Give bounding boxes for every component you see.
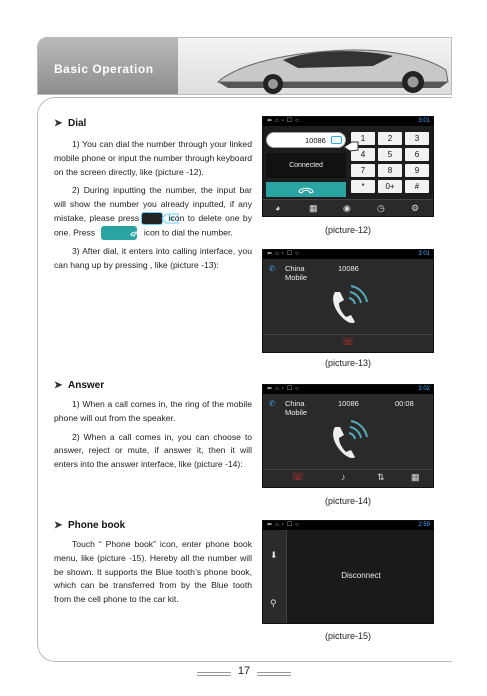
incall-handset-icon (325, 419, 369, 463)
keypad-key[interactable]: * (351, 180, 375, 193)
status-time: 3:01 (418, 251, 430, 257)
dial-key-icon (101, 226, 137, 240)
section-heading-phonebook: ➤ Phone book (54, 520, 126, 531)
status-bar: ⬅⌂▫☐○ 3:01 (263, 250, 433, 259)
dial-paragraph-1: 1) You can dial the number through your linked mobile phone or input the number through keyboard on the screen directly, like (picture -12). (54, 139, 252, 177)
hangup-button-icon[interactable]: ☏ (291, 471, 305, 483)
call-controls (263, 334, 433, 352)
transfer-button-icon[interactable]: ⇅ (377, 472, 385, 482)
caller-number: 10086 (338, 399, 359, 408)
dialed-number: 10086 (305, 136, 326, 145)
phone-icon (266, 182, 346, 197)
disconnect-button[interactable]: Disconnect (341, 571, 381, 580)
keypad-key[interactable]: # (405, 180, 429, 193)
contacts-icon[interactable]: ◉ (343, 203, 351, 213)
answer-text (54, 398, 252, 477)
caller-carrier-line1: China (285, 399, 305, 408)
page-header (37, 37, 452, 95)
page-number: 17 (237, 665, 251, 677)
section-heading-dial: ➤ Dial (54, 118, 87, 129)
keypad-key[interactable]: 1 (351, 132, 375, 145)
header-title: Basic Operation (54, 62, 154, 76)
keypad-key[interactable]: 3 (405, 132, 429, 145)
keypad-key[interactable]: 9 (405, 164, 429, 177)
keypad-key[interactable]: 2 (378, 132, 402, 145)
screen-picture-13 (262, 249, 434, 353)
header-title-panel (38, 38, 178, 95)
pointer-hand-icon (342, 139, 360, 153)
arrow-icon: ➤ (54, 118, 63, 129)
history-icon[interactable]: ◷ (377, 203, 385, 213)
status-time: 2:59 (418, 522, 430, 528)
bluetooth-call-icon: ✆ (269, 264, 276, 273)
mute-button-icon[interactable]: ♪ (341, 472, 346, 482)
arrow-icon: ➤ (54, 380, 63, 391)
status-bar: ⬅⌂▫☐○ 3:01 (263, 117, 433, 126)
hangup-button-icon[interactable]: ☏ (341, 336, 355, 348)
car-illustration-icon (178, 38, 452, 95)
call-controls (263, 469, 433, 487)
screen-picture-14 (262, 384, 434, 488)
caption-picture-14: (picture-14) (324, 496, 371, 506)
keypad-key[interactable]: 4 (351, 148, 375, 161)
status-time: 3:02 (418, 386, 430, 392)
caption-picture-12: (picture-12) (324, 225, 371, 235)
status-time: 3:01 (418, 118, 430, 124)
dial-paragraph-2: 2) During inputting the number, the input bar will show the number you already inputted, if any mistake, please press icon to delete one by one. Press icon to dial the number. (54, 184, 252, 239)
search-icon[interactable]: ⚲ (270, 598, 277, 608)
caption-picture-15: (picture-15) (324, 631, 371, 641)
keypad-icon[interactable]: ▦ (309, 203, 318, 213)
phonebook-paragraph-1: Touch “ Phone book” icon, enter phone book menu, like (picture -15). Hereby all the number will be shown. It supports the Blue tooth’s phone book, which can be transferred from by the Blue tooth from the cell phone to the car kit. (54, 539, 252, 605)
bottom-nav (263, 199, 433, 216)
calllog-icon[interactable]: ◕ (275, 203, 281, 213)
call-duration: 00:08 (395, 399, 414, 408)
keypad-key[interactable]: 0+ (378, 180, 402, 193)
keypad-button-icon[interactable]: ▦ (411, 472, 420, 482)
dial-paragraph-3: 3) After dial, it enters into calling interface, you can hang up by pressing , like (picture -13): (54, 245, 252, 270)
caller-carrier-line2: Mobile (285, 273, 308, 282)
connection-status: Connected (266, 153, 346, 178)
call-button[interactable] (266, 182, 346, 197)
status-bar: ⬅⌂▫☐○ 2:59 (263, 521, 433, 530)
download-icon[interactable]: ⬇ (270, 550, 278, 560)
screen-picture-15 (262, 520, 434, 624)
caption-picture-13: (picture-13) (324, 358, 371, 368)
backspace-icon[interactable] (331, 136, 342, 144)
number-input-bar[interactable] (266, 132, 346, 148)
keypad-key[interactable]: 6 (405, 148, 429, 161)
delete-key-icon (141, 212, 163, 225)
answer-paragraph-2: 2) When a call comes in, you can choose to answer, reject or mute, if answer it, then it will enters into the answer interface, like (picture -14): (54, 431, 252, 470)
answer-paragraph-1: 1) When a call comes in, the ring of the mobile phone will out from the speaker. (54, 399, 252, 423)
keypad-key[interactable]: 5 (378, 148, 402, 161)
settings-icon[interactable]: ⚙ (411, 203, 420, 213)
caller-carrier-line1: China (285, 264, 305, 273)
side-toolbar (263, 530, 287, 624)
page-footer (0, 665, 487, 681)
dial-text (54, 138, 252, 277)
section-heading-answer: ➤ Answer (54, 380, 105, 391)
arrow-icon: ➤ (54, 520, 63, 531)
keypad-key[interactable]: 8 (378, 164, 402, 177)
car-image (178, 38, 452, 95)
status-bar: ⬅⌂▫☐○ 3:02 (263, 385, 433, 394)
phonebook-text (54, 538, 252, 612)
bluetooth-call-icon: ✆ (269, 399, 276, 408)
caller-number: 10086 (338, 264, 359, 273)
caller-carrier-line2: Mobile (285, 408, 308, 417)
calling-handset-icon (325, 284, 369, 328)
keypad-key[interactable]: 7 (351, 164, 375, 177)
screen-picture-12 (262, 116, 434, 217)
